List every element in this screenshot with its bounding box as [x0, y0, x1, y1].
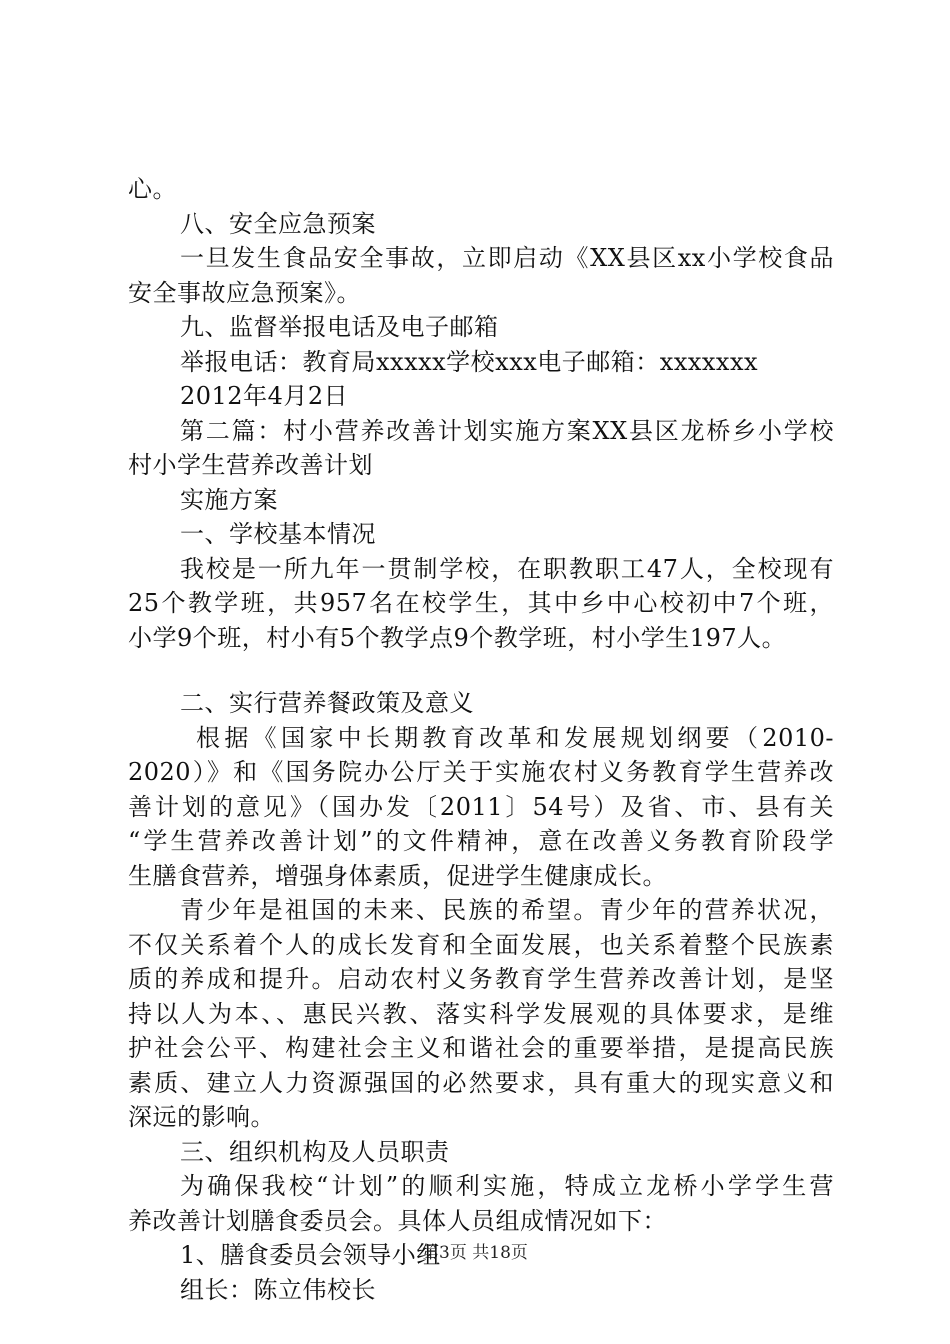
text-line: 举报电话：教育局xxxxx学校xxx电子邮箱：xxxxxxx	[180, 347, 759, 376]
paragraph-gap	[128, 655, 834, 686]
text-line: 小学9个班，村小有5个教学点9个教学班，村小学生197人。	[128, 623, 787, 652]
text-line: 生膳食营养，增强身体素质，促进学生健康成长。	[128, 861, 667, 890]
text-line: 为确保我校“计划”的顺利实施，特成立龙桥小学学生营	[180, 1172, 834, 1200]
chapter-title: 第二篇：村小营养改善计划实施方案XX县区龙桥乡小学校	[180, 416, 834, 445]
text-line: 25个教学班，共957名在校学生，其中乡中心校初中7个班，	[128, 589, 834, 617]
section-heading: 八、安全应急预案	[180, 209, 376, 238]
text-line: 深远的影响。	[128, 1103, 275, 1131]
subsection-heading: 1、膳食委员会领导小组	[180, 1241, 441, 1269]
document-body	[128, 172, 834, 1307]
text-line: 我校是一所九年一贯制学校，在职教职工47人，全校现有	[180, 554, 834, 583]
text-line: 护社会公平、构建社会主义和谐社会的重要举措，是提高民族	[128, 1034, 834, 1062]
text-line: 素质、建立人力资源强国的必然要求，具有重大的现实意义和	[128, 1068, 834, 1097]
text-line: 安全事故应急预案》。	[128, 278, 361, 307]
text-line: “学生营养改善计划”的文件精神，意在改善义务教育阶段学	[128, 827, 834, 855]
text-line: 善计划的意见》（国办发〔2011〕54号）及省、市、县有关	[128, 792, 834, 821]
text-line: 心。	[128, 175, 177, 203]
text-line: 2020）》和《国务院办公厅关于实施农村义务教育学生营养改	[128, 758, 834, 786]
date-line: 2012年4月2日	[180, 382, 349, 410]
chapter-title: 村小学生营养改善计划	[128, 451, 373, 479]
text-line: 质的养成和提升。启动农村义务教育学生营养改善计划，是坚	[128, 965, 834, 993]
section-heading: 三、组织机构及人员职责	[180, 1137, 450, 1166]
text-line: 一旦发生食品安全事故，立即启动《XX县区xx小学校食品	[180, 244, 834, 272]
text-line: 不仅关系着个人的成长发育和全面发展，也关系着整个民族素	[128, 930, 834, 959]
page-indicator: 第3页 共18页	[422, 1243, 528, 1263]
section-heading: 九、监督举报电话及电子邮箱	[180, 313, 499, 341]
text-line: 组长：陈立伟校长	[180, 1275, 376, 1304]
text-line: 养改善计划膳食委员会。具体人员组成情况如下：	[128, 1206, 667, 1235]
text-line: 根据《国家中长期教育改革和发展规划纲要（2010-	[196, 723, 834, 752]
section-heading: 一、学校基本情况	[180, 520, 376, 548]
text-line: 青少年是祖国的未来、民族的希望。青少年的营养状况，	[180, 896, 834, 924]
text-line: 持以人为本、、惠民兴教、落实科学发展观的具体要求，是维	[128, 999, 834, 1028]
chapter-subtitle: 实施方案	[180, 485, 278, 514]
section-heading: 二、实行营养餐政策及意义	[180, 689, 474, 717]
